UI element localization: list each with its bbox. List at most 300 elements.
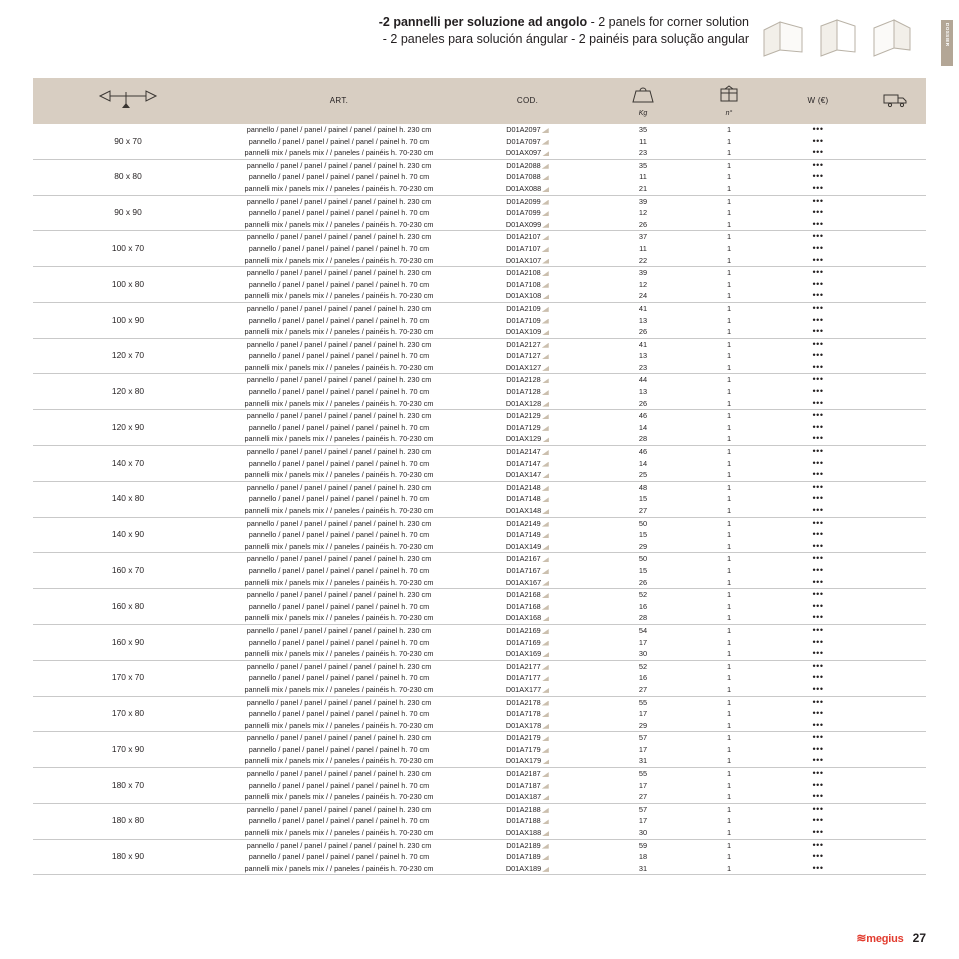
cell-shipping [864, 803, 926, 815]
code-suffix-icon [542, 522, 549, 527]
cell-shipping [864, 637, 926, 649]
code-suffix-icon [542, 486, 549, 491]
cell-code: D01A2109 [455, 302, 600, 314]
cell-price: ••• [812, 314, 824, 325]
cell-weight: 52 [600, 660, 686, 672]
cell-article: pannelli mix / panels mix / / paneles / painéis h. 70-230 cm [244, 506, 434, 515]
cell-article: pannello / panel / panel / painel / panel / painel h. 230 cm [223, 839, 455, 851]
table-row [33, 589, 926, 601]
cell-article: pannello / panel / panel / painel / panel / painel h. 230 cm [223, 374, 455, 386]
cell-code: D01AX178 [455, 720, 600, 732]
cell-article: pannello / panel / panel / painel / panel / painel h. 230 cm [223, 803, 455, 815]
col-kg-label: Kg [638, 109, 648, 117]
cell-code: D01A7177 [455, 672, 600, 684]
cell-weight: 14 [638, 422, 648, 432]
cell-dimension: 100 x 80 [33, 267, 223, 303]
cell-pieces: 1 [726, 863, 732, 873]
cell-pieces: 1 [726, 315, 732, 325]
code-suffix-icon [542, 223, 549, 228]
col-shipping [864, 78, 926, 124]
cell-weight: 37 [600, 231, 686, 243]
corner-panel-icon-3 [870, 16, 918, 58]
cell-code: D01AX189 [455, 863, 600, 875]
table-row [33, 839, 926, 851]
brand-name: megius [866, 933, 904, 945]
code-suffix-icon [542, 366, 549, 371]
cell-shipping [864, 267, 926, 279]
cell-code: D01AX188 [455, 827, 600, 839]
cell-pieces: 1 [726, 219, 732, 229]
cell-weight: 39 [600, 195, 686, 207]
table-bottom-rule [33, 874, 926, 875]
cell-weight: 11 [639, 172, 647, 182]
cell-code: D01A7108 [455, 279, 600, 291]
cell-code: D01A2178 [455, 696, 600, 708]
code-suffix-icon [542, 307, 549, 312]
cell-article: pannello / panel / panel / painel / panel / painel h. 70 cm [248, 816, 430, 826]
code-suffix-icon [542, 473, 549, 478]
cell-price: ••• [812, 779, 824, 790]
cell-article: pannello / panel / panel / painel / panel / painel h. 70 cm [248, 458, 430, 468]
cell-price: ••• [772, 159, 864, 171]
cell-pieces: 1 [686, 589, 772, 601]
cell-pieces: 1 [726, 279, 732, 289]
dossier-side-tab-label: DOSSIER [945, 23, 950, 47]
cell-price: ••• [812, 540, 824, 551]
cell-shipping [864, 553, 926, 565]
cell-pieces: 1 [726, 816, 732, 826]
cell-shipping [864, 362, 926, 374]
cell-price: ••• [812, 719, 824, 730]
cell-shipping [864, 350, 926, 362]
cell-article: pannello / panel / panel / painel / panel / painel h. 70 cm [248, 744, 430, 754]
cell-shipping [864, 851, 926, 863]
cell-price: ••• [772, 803, 864, 815]
cell-price: ••• [772, 589, 864, 601]
code-suffix-icon [542, 831, 549, 836]
cell-price: ••• [772, 660, 864, 672]
page-header [0, 14, 959, 62]
page-title: -2 pannelli per soluzione ad angolo [378, 15, 588, 29]
cell-shipping [864, 183, 926, 195]
cell-shipping [864, 398, 926, 410]
cell-weight: 17 [638, 744, 648, 754]
cell-dimension: 140 x 70 [33, 446, 223, 482]
cell-article: pannello / panel / panel / painel / panel / painel h. 70 cm [248, 279, 430, 289]
cell-weight: 27 [638, 792, 648, 802]
code-suffix-icon [542, 140, 549, 145]
cell-pieces: 1 [726, 506, 732, 515]
cell-weight: 35 [638, 125, 648, 134]
package-icon [717, 84, 741, 107]
box-truck-icon [882, 90, 908, 111]
cell-code: D01A2189 [455, 839, 600, 851]
cell-price: ••• [772, 839, 864, 851]
cell-pieces: 1 [686, 481, 772, 493]
cell-price: ••• [812, 815, 824, 826]
cell-article: pannelli mix / panels mix / / paneles / painéis h. 70-230 cm [244, 577, 434, 587]
cell-weight: 26 [638, 327, 648, 337]
code-suffix-icon [542, 736, 549, 741]
cell-pieces: 1 [726, 601, 732, 611]
cell-article: pannello / panel / panel / painel / panel / painel h. 70 cm [248, 852, 430, 862]
table-row [33, 481, 926, 493]
cell-article: pannello / panel / panel / painel / panel / painel h. 230 cm [223, 517, 455, 529]
cell-pieces: 1 [726, 327, 732, 337]
cell-article: pannelli mix / panels mix / / paneles / painéis h. 70-230 cm [244, 541, 434, 551]
code-suffix-icon [542, 247, 549, 252]
code-suffix-icon [542, 200, 549, 205]
cell-code: D01A2177 [455, 660, 600, 672]
table-row [33, 732, 926, 744]
cell-price: ••• [812, 791, 824, 802]
cell-weight: 17 [638, 709, 648, 719]
cell-code: D01A7147 [455, 458, 600, 470]
cell-code: D01A2147 [455, 446, 600, 458]
cell-pieces: 1 [726, 709, 732, 719]
cell-price: ••• [812, 672, 824, 683]
code-suffix-icon [542, 509, 549, 514]
cell-shipping [864, 780, 926, 792]
cell-code: D01A7088 [455, 171, 600, 183]
cell-weight: 12 [638, 208, 648, 218]
cell-article: pannello / panel / panel / painel / panel / painel h. 230 cm [223, 159, 455, 171]
cell-article: pannelli mix / panels mix / / paneles / painéis h. 70-230 cm [244, 291, 434, 301]
cell-price: ••• [812, 242, 824, 253]
cell-article: pannello / panel / panel / painel / panel / painel h. 230 cm [223, 768, 455, 780]
cell-pieces: 1 [726, 243, 732, 253]
cell-price: ••• [812, 147, 824, 158]
table-row [33, 195, 926, 207]
code-suffix-icon [542, 652, 549, 657]
code-suffix-icon [542, 462, 549, 467]
code-suffix-icon [542, 211, 549, 216]
cell-shipping [864, 696, 926, 708]
cell-weight: 27 [638, 684, 648, 694]
cell-dimension: 170 x 90 [33, 732, 223, 768]
cell-weight: 17 [638, 816, 648, 826]
table-row [33, 768, 926, 780]
cell-shipping [864, 136, 926, 148]
cell-weight: 48 [600, 481, 686, 493]
code-suffix-icon [542, 701, 549, 706]
cell-article: pannelli mix / panels mix / / paneles / painéis h. 70-230 cm [244, 434, 434, 444]
cell-code: D01A7097 [455, 136, 600, 148]
cell-article: pannello / panel / panel / painel / panel / painel h. 70 cm [248, 673, 430, 683]
cell-price: ••• [812, 564, 824, 575]
cell-code: D01AX099 [455, 219, 600, 231]
table-row [33, 803, 926, 815]
cell-article: pannello / panel / panel / painel / panel / painel h. 70 cm [248, 172, 430, 182]
cell-shipping [864, 708, 926, 720]
cell-weight: 54 [600, 624, 686, 636]
cell-code: D01A7189 [455, 851, 600, 863]
cell-code: D01AX097 [455, 147, 600, 159]
cell-weight: 15 [638, 530, 648, 540]
cell-price: ••• [812, 648, 824, 659]
cell-code: D01AX147 [455, 469, 600, 481]
cell-code: D01A7128 [455, 386, 600, 398]
cell-code: D01AX177 [455, 684, 600, 696]
cell-pieces: 1 [726, 172, 732, 182]
cell-code: D01A7179 [455, 744, 600, 756]
cell-article: pannello / panel / panel / painel / panel / painel h. 230 cm [223, 553, 455, 565]
cell-shipping [864, 386, 926, 398]
cell-pieces: 1 [726, 828, 732, 838]
cell-weight: 39 [600, 267, 686, 279]
cell-code: D01A2108 [455, 267, 600, 279]
cell-weight: 17 [638, 637, 648, 647]
cell-pieces: 1 [686, 231, 772, 243]
header-title-line [0, 14, 749, 31]
cell-price: ••• [772, 231, 864, 243]
cell-weight: 57 [600, 732, 686, 744]
cell-article: pannello / panel / panel / painel / panel / painel h. 70 cm [248, 637, 430, 647]
code-suffix-icon [542, 330, 549, 335]
cell-pieces: 1 [686, 803, 772, 815]
table-row [33, 338, 926, 350]
cell-code: D01A2188 [455, 803, 600, 815]
code-suffix-icon [542, 641, 549, 646]
cell-shipping [864, 446, 926, 458]
cell-price: ••• [812, 421, 824, 432]
cell-dimension: 120 x 90 [33, 410, 223, 446]
cell-shipping [864, 147, 926, 159]
cell-pieces: 1 [726, 530, 732, 540]
cell-article: pannello / panel / panel / painel / panel / painel h. 70 cm [248, 208, 430, 218]
cell-shipping [864, 231, 926, 243]
cell-pieces: 1 [726, 208, 732, 218]
code-suffix-icon [542, 378, 549, 383]
code-suffix-icon [542, 581, 549, 586]
cell-price: ••• [812, 350, 824, 361]
cell-code: D01AX109 [455, 326, 600, 338]
cell-pieces: 1 [726, 780, 732, 790]
cell-weight: 55 [600, 696, 686, 708]
cell-weight: 22 [638, 255, 648, 265]
cell-shipping [864, 493, 926, 505]
table-row [33, 553, 926, 565]
cell-article: pannello / panel / panel / painel / panel / painel h. 230 cm [223, 446, 455, 458]
cell-code: D01A2127 [455, 338, 600, 350]
cell-article: pannelli mix / panels mix / / paneles / painéis h. 70-230 cm [244, 219, 434, 229]
cell-pieces: 1 [726, 458, 732, 468]
cell-pieces: 1 [686, 338, 772, 350]
code-suffix-icon [542, 593, 549, 598]
cell-weight: 55 [600, 768, 686, 780]
cell-pieces: 1 [726, 398, 732, 408]
cell-weight: 46 [600, 410, 686, 422]
cell-price: ••• [772, 768, 864, 780]
code-suffix-icon [542, 175, 549, 180]
cell-weight: 26 [638, 577, 648, 587]
cell-weight: 26 [638, 219, 648, 229]
cell-dimension: 120 x 80 [33, 374, 223, 410]
col-dimensions [33, 78, 223, 124]
cell-article: pannelli mix / panels mix / / paneles / painéis h. 70-230 cm [244, 720, 434, 730]
code-suffix-icon [542, 665, 549, 670]
col-art-label: ART. [329, 96, 349, 105]
cell-article: pannelli mix / panels mix / / paneles / painéis h. 70-230 cm [244, 792, 434, 802]
cell-code: D01A7168 [455, 601, 600, 613]
cell-code: D01A7149 [455, 529, 600, 541]
page-number: 27 [912, 931, 926, 945]
cell-price: ••• [812, 708, 824, 719]
table-row [33, 446, 926, 458]
cell-pieces: 1 [726, 387, 732, 397]
cell-shipping [864, 255, 926, 267]
cell-price: ••• [812, 171, 824, 182]
cell-shipping [864, 577, 926, 589]
table-row [33, 624, 926, 636]
col-cod [455, 78, 600, 124]
cell-weight: 25 [638, 470, 648, 480]
cell-article: pannelli mix / panels mix / / paneles / painéis h. 70-230 cm [244, 470, 434, 480]
cell-shipping [864, 744, 926, 756]
code-suffix-icon [542, 414, 549, 419]
cell-shipping [864, 243, 926, 255]
cell-shipping [864, 315, 926, 327]
cell-shipping [864, 720, 926, 732]
cell-shipping [864, 302, 926, 314]
cell-pieces: 1 [726, 255, 732, 265]
cell-pieces: 1 [686, 553, 772, 565]
cell-price: ••• [812, 361, 824, 372]
cell-article: pannelli mix / panels mix / / paneles / painéis h. 70-230 cm [244, 148, 434, 158]
cell-article: pannelli mix / panels mix / / paneles / painéis h. 70-230 cm [244, 613, 434, 623]
table-row [33, 660, 926, 672]
cell-weight: 18 [638, 852, 648, 862]
cell-code: D01AX148 [455, 505, 600, 517]
cell-price: ••• [812, 207, 824, 218]
cell-weight: 23 [638, 362, 648, 372]
cell-price: ••• [812, 505, 824, 515]
corner-panel-icon-2 [815, 16, 863, 58]
col-kg [600, 78, 686, 124]
cell-article: pannello / panel / panel / painel / panel / painel h. 230 cm [223, 660, 455, 672]
cell-article: pannello / panel / panel / painel / panel / painel h. 70 cm [248, 601, 430, 611]
cell-article: pannello / panel / panel / painel / panel / painel h. 230 cm [223, 195, 455, 207]
cell-article: pannello / panel / panel / painel / panel / painel h. 70 cm [248, 243, 430, 253]
cell-weight: 44 [600, 374, 686, 386]
product-table-wrap [33, 78, 926, 875]
cell-article: pannello / panel / panel / painel / panel / painel h. 70 cm [248, 422, 430, 432]
cell-price: ••• [812, 636, 824, 647]
cell-weight: 27 [638, 506, 648, 515]
code-suffix-icon [542, 772, 549, 777]
cell-pieces: 1 [686, 768, 772, 780]
dossier-side-tab [941, 20, 953, 66]
table-row [33, 517, 926, 529]
cell-weight: 15 [638, 565, 648, 575]
cell-pieces: 1 [686, 732, 772, 744]
cell-article: pannello / panel / panel / painel / panel / painel h. 230 cm [223, 302, 455, 314]
code-suffix-icon [542, 128, 549, 133]
cell-price: ••• [812, 218, 824, 229]
cell-dimension: 90 x 70 [114, 135, 142, 146]
cell-weight: 50 [600, 517, 686, 529]
page-subtitle: - 2 paneles para solución ángular - 2 painéis para solução angular [382, 32, 749, 46]
cell-price: ••• [772, 446, 864, 458]
cell-price: ••• [812, 135, 824, 146]
cell-shipping [864, 827, 926, 839]
code-suffix-icon [542, 867, 549, 872]
cell-pieces: 1 [726, 756, 732, 766]
cell-weight: 12 [638, 279, 648, 289]
code-suffix-icon [542, 450, 549, 455]
cell-code: D01A2179 [455, 732, 600, 744]
table-row [33, 302, 926, 314]
cell-weight: 41 [600, 338, 686, 350]
cell-weight: 15 [638, 494, 648, 504]
cell-article: pannelli mix / panels mix / / paneles / painéis h. 70-230 cm [244, 398, 434, 408]
code-suffix-icon [542, 319, 549, 324]
cell-weight: 16 [638, 601, 648, 611]
cell-shipping [864, 171, 926, 183]
cell-pieces: 1 [726, 470, 732, 480]
cell-article: pannello / panel / panel / painel / panel / painel h. 230 cm [246, 125, 432, 134]
col-price [772, 78, 864, 124]
page-title-en: - 2 panels for corner solution [587, 15, 749, 29]
code-suffix-icon [542, 259, 549, 264]
code-suffix-icon [542, 426, 549, 431]
cell-article: pannello / panel / panel / painel / panel / painel h. 230 cm [223, 481, 455, 493]
cell-shipping [864, 207, 926, 219]
cell-shipping [864, 732, 926, 744]
cell-shipping [864, 410, 926, 422]
cell-pieces: 1 [686, 660, 772, 672]
cell-code: D01A7109 [455, 315, 600, 327]
code-suffix-icon [542, 283, 549, 288]
cell-article: pannelli mix / panels mix / / paneles / painéis h. 70-230 cm [244, 863, 434, 873]
cell-weight: 24 [638, 291, 648, 301]
code-suffix-icon [542, 164, 549, 169]
cell-dimension: 170 x 80 [33, 696, 223, 732]
cell-dimension: 180 x 90 [33, 839, 223, 874]
cell-price: ••• [812, 386, 824, 397]
cell-price: ••• [772, 732, 864, 744]
cell-pieces: 1 [686, 374, 772, 386]
cell-dimension: 180 x 70 [33, 768, 223, 804]
cell-article: pannelli mix / panels mix / / paneles / painéis h. 70-230 cm [244, 756, 434, 766]
cell-weight: 11 [639, 243, 647, 253]
cell-article: pannello / panel / panel / painel / panel / painel h. 70 cm [248, 530, 430, 540]
header-title-block [0, 14, 749, 48]
cell-pieces: 1 [726, 613, 732, 623]
cell-weight: 30 [638, 828, 648, 838]
cell-code: D01A7129 [455, 422, 600, 434]
cell-shipping [864, 565, 926, 577]
cell-article: pannello / panel / panel / painel / panel / painel h. 230 cm [223, 267, 455, 279]
cell-article: pannello / panel / panel / painel / panel / painel h. 70 cm [248, 709, 430, 719]
cell-article: pannelli mix / panels mix / / paneles / painéis h. 70-230 cm [244, 255, 434, 265]
cell-pieces: 1 [726, 291, 732, 301]
cell-code: D01A7187 [455, 780, 600, 792]
cell-price: ••• [812, 254, 824, 265]
cell-code: D01AX187 [455, 791, 600, 803]
code-suffix-icon [542, 676, 549, 681]
cell-shipping [864, 290, 926, 302]
code-suffix-icon [542, 437, 549, 442]
cell-weight: 52 [600, 589, 686, 601]
cell-weight: 13 [638, 315, 648, 325]
cell-price: ••• [812, 600, 824, 611]
code-suffix-icon [542, 354, 549, 359]
cell-pieces: 1 [726, 673, 732, 683]
code-suffix-icon [542, 557, 549, 562]
cell-price: ••• [772, 553, 864, 565]
cell-dimension: 80 x 80 [33, 159, 223, 195]
